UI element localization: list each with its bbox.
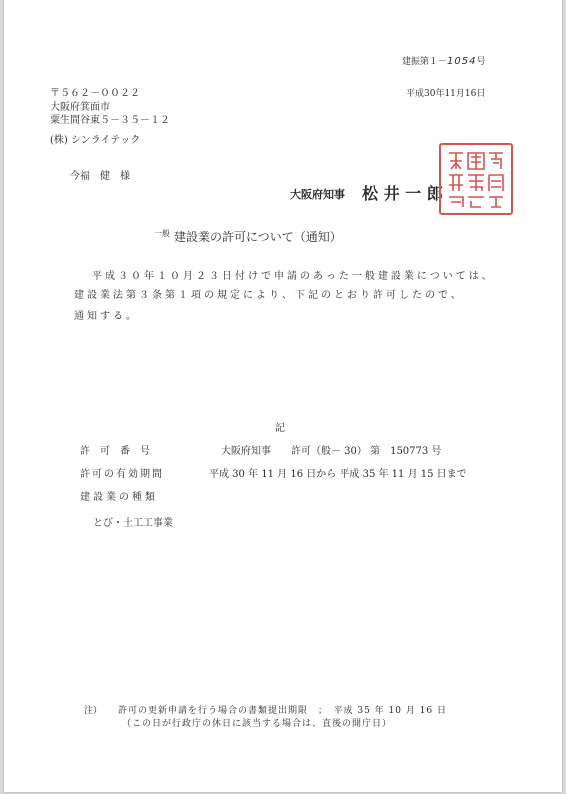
note-line-2: （この日が行政庁の休日に該当する場合は、直後の開庁日） [122, 719, 393, 729]
construction-type-label: 建設業の種類 [80, 492, 158, 503]
issuer-title: 大阪府知事 [290, 188, 345, 201]
official-seal-icon [439, 143, 513, 215]
issue-date: 平成30年11月16日 [406, 89, 486, 99]
company-name: (株) シンライテック [50, 135, 141, 146]
recipient-name: 今福 健 様 [70, 171, 130, 182]
document-title: 建設業の許可について（通知） [174, 230, 342, 244]
address-line-1: 大阪府箕面市 [50, 102, 110, 113]
validity-label: 許可の有効期間 [80, 469, 164, 480]
reference-suffix: 号 [476, 57, 486, 67]
body-line-2: 建設業法第３条第１項の規定により、下記のとおり許可したので、 [74, 290, 464, 301]
reference-handwritten-number: 1054 [447, 56, 477, 67]
postal-code: 〒５６２－００２２ [50, 88, 140, 99]
note-label: 注） [84, 706, 103, 716]
reference-number [402, 54, 485, 67]
ki-heading: 記 [275, 423, 285, 434]
title-prefix: 一般 [154, 229, 170, 238]
validity-value: 平成 30 年 11 月 16 日から 平成 35 年 11 月 15 日まで [209, 469, 467, 480]
reference-prefix: 建振第１－ [402, 57, 448, 67]
body-line-1: 平成３０年１０月２３日付けで申請のあった一般建設業については、 [92, 271, 495, 282]
body-line-3: 通知する。 [74, 311, 139, 322]
issuer-name: 松 井 一 郎 [362, 184, 443, 203]
permit-number-label: 許 可 番 号 [80, 446, 150, 457]
address-line-2: 粟生間谷東５－３５－１２ [50, 115, 170, 126]
document-page [4, 0, 562, 792]
construction-type-value: とび・土工工事業 [93, 518, 173, 529]
note-line-1: 許可の更新申請を行う場合の書類提出期限 ； 平成 35 年 10 月 16 日 [118, 706, 448, 716]
permit-number-value: 大阪府知事 許可（般－ 30） 第 150773 号 [221, 446, 442, 457]
